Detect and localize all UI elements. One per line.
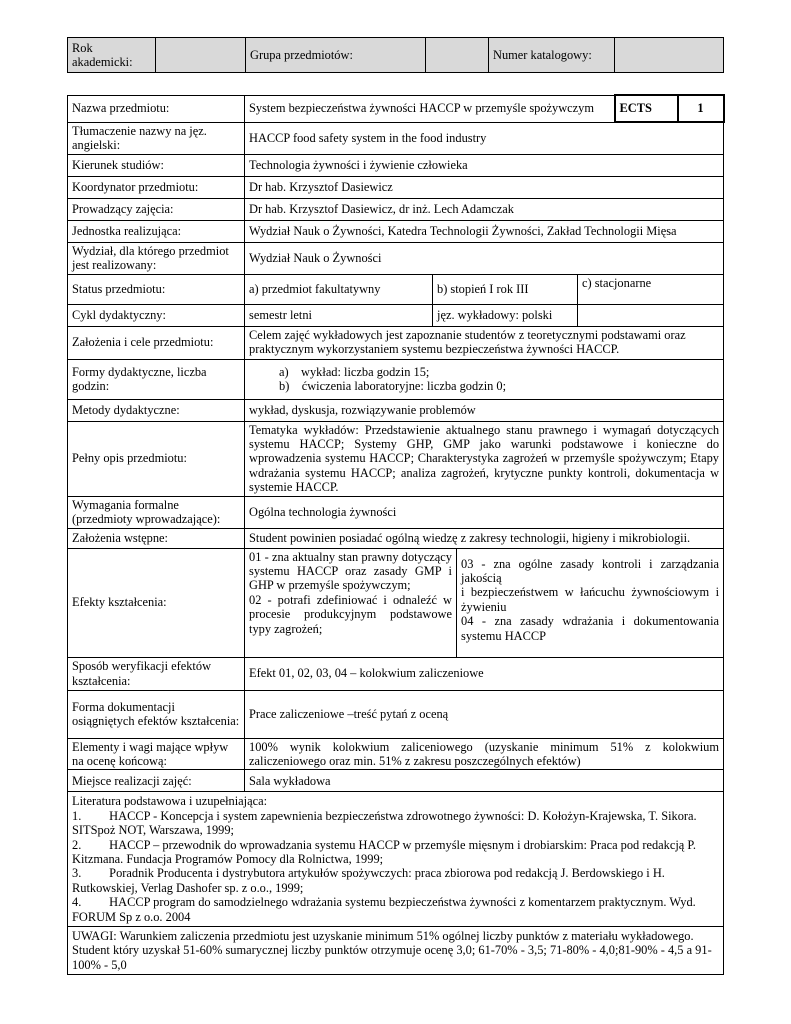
row-cykl	[68, 304, 724, 326]
formy-value	[245, 359, 724, 399]
formy-text-a: wykład: liczba godzin 15;	[301, 364, 430, 379]
zalozenia-label: Założenia i cele przedmiotu:	[68, 326, 245, 359]
nazwa-value: System bezpieczeństwa żywności HACCP w przemyśle spożywczym	[245, 95, 615, 122]
zal-wstepne-label: Założenia wstępne:	[68, 528, 245, 548]
formy-label: Formy dydaktyczne, liczba godzin:	[68, 359, 245, 399]
kierunek-value: Technologia żywności i żywienie człowieka	[245, 154, 724, 176]
formy-text-b: ćwiczenia laboratoryjne: liczba godzin 0;	[301, 379, 507, 393]
literatura-item: 1. HACCP - Koncepcja i system zapewnienia bezpieczeństwa zdrowotnego żywności: D. Kołożyn-Krajewska, T. Sikora. SITSpoż NOT, Warszawa, 1999;	[72, 808, 697, 838]
wydzial-label: Wydział, dla którego przedmiot jest realizowany:	[68, 242, 245, 274]
prowadzacy-value: Dr hab. Krzysztof Dasiewicz, dr inż. Lech Adamczak	[245, 198, 724, 220]
prowadzacy-label: Prowadzący zajęcia:	[68, 198, 245, 220]
jezyk-value: jęz. wykładowy: polski	[433, 304, 578, 326]
row-uwagi	[68, 927, 724, 975]
numer-katalogowy-label: Numer katalogowy:	[489, 38, 615, 73]
status-a: a) przedmiot fakultatywny	[245, 274, 433, 304]
row-jednostka	[68, 220, 724, 242]
forma-value: Prace zaliczeniowe –treść pytań z oceną	[245, 690, 724, 738]
efekty-value	[245, 548, 724, 657]
row-formy	[68, 359, 724, 399]
row-efekty	[68, 548, 724, 657]
wymagania-label: Wymagania formalne (przedmioty wprowadzające):	[68, 496, 245, 528]
row-zal-wstepne	[68, 528, 724, 548]
row-metody	[68, 399, 724, 421]
row-sposob	[68, 657, 724, 690]
elementy-label: Elementy i wagi mające wpływ na ocenę końcową:	[68, 738, 245, 770]
literatura-cell	[68, 792, 724, 927]
formy-marker-a: a)	[279, 364, 289, 379]
status-label: Status przedmiotu:	[68, 274, 245, 304]
row-koordynator	[68, 176, 724, 198]
status-c: c) stacjonarne	[578, 274, 724, 304]
literatura-item: 4. HACCP program do samodzielnego wdrażania systemu bezpieczeństwa żywności z komentarzem praktycznym. Wyd. FORUM Sp z o.o. 2004	[72, 895, 696, 924]
header-table	[67, 37, 724, 73]
zal-wstepne-value: Student powinien posiadać ogólną wiedzę z zakresy technologii, higieny i mikrobiologii.	[245, 528, 724, 548]
pelny-opis-value: Tematyka wykładów: Przedstawienie aktualnego stanu prawnego i wymagań dotyczących systemu HACCP; Systemy GHP, GMP jako warunki podstawowe i konieczne do wprowadzenia systemu HACCP; Charakterystyka zagrożeń w przemyśle spożywczym; Etapy wdrażania systemu HACCP; analiza zagrożeń, krytyczne punkty kontroli, dokumentacja w systemie HACCP.	[245, 421, 724, 496]
elementy-value: 100% wynik kolokwium zaliceniowego (uzyskanie minimum 51% z kolokwium zaliczeniowego oraz min. 51% z zakresu poszczególnych efektów)	[245, 738, 724, 770]
row-pelny-opis	[68, 421, 724, 496]
metody-value: wykład, dyskusja, rozwiązywanie problemów	[245, 399, 724, 421]
ects-label: ECTS	[615, 95, 678, 122]
rok-akademicki-value[interactable]	[156, 38, 246, 73]
cykl-label: Cykl dydaktyczny:	[68, 304, 245, 326]
sposob-label: Sposób weryfikacji efektów kształcenia:	[68, 657, 245, 690]
literatura-item: 3. Poradnik Producenta i dystrybutora artykułów spożywczych: praca zbiorowa pod redakcją J. Berdowskiego i H. Rutkowskiej, Verlag Dashofer sp. z o.o., 1999;	[72, 866, 665, 895]
koordynator-value: Dr hab. Krzysztof Dasiewicz	[245, 176, 724, 198]
cykl-empty	[578, 304, 724, 326]
formy-list	[249, 365, 719, 394]
jednostka-label: Jednostka realizująca:	[68, 220, 245, 242]
grupa-przedmiotow-label: Grupa przedmiotów:	[246, 38, 426, 73]
forma-label: Forma dokumentacji osiągniętych efektów kształcenia:	[68, 690, 245, 738]
literatura-item: 2. HACCP – przewodnik do wprowadzania systemu HACCP w przemyśle mięsnym i drobiarskim: Praca pod redakcją P. Kitzmana. Fundacja Programów Pomocy dla Rolnictwa, 1999;	[72, 837, 697, 866]
miejsce-value: Sala wykładowa	[245, 770, 724, 792]
nazwa-label: Nazwa przedmiotu:	[68, 95, 245, 122]
efekty-label: Efekty kształcenia:	[68, 548, 245, 657]
sposob-value: Efekt 01, 02, 03, 04 – kolokwium zaliczeniowe	[245, 657, 724, 690]
row-status	[68, 274, 724, 304]
wymagania-value: Ogólna technologia żywności	[245, 496, 724, 528]
jednostka-value: Wydział Nauk o Żywności, Katedra Technologii Żywności, Zakład Technologii Mięsa	[245, 220, 724, 242]
literatura-title: Literatura podstawowa i uzupełniająca:	[72, 794, 268, 809]
course-table	[67, 94, 725, 975]
kierunek-label: Kierunek studiów:	[68, 154, 245, 176]
row-prowadzacy	[68, 198, 724, 220]
row-nazwa	[68, 95, 724, 122]
row-literatura	[68, 792, 724, 927]
cykl-value: semestr letni	[245, 304, 433, 326]
wydzial-value: Wydział Nauk o Żywności	[245, 242, 724, 274]
miejsce-label: Miejsce realizacji zajęć:	[68, 770, 245, 792]
status-b: b) stopień I rok III	[433, 274, 578, 304]
zalozenia-value: Celem zajęć wykładowych jest zapoznanie studentów z teoretycznymi podstawami oraz praktycznym wykorzystaniem systemu bezpieczeństwa żywności HACCP.	[245, 326, 724, 359]
row-wymagania	[68, 496, 724, 528]
metody-label: Metody dydaktyczne:	[68, 399, 245, 421]
grupa-przedmiotow-value[interactable]	[426, 38, 489, 73]
row-elementy	[68, 738, 724, 770]
efekty-left: 01 - zna aktualny stan prawny dotyczący systemu HACCP oraz zasady GMP i GHP w przemyśle spożywczym; 02 - potrafi zdefiniować i odnaleźć w procesie produkcyjnym podstawowe typy zagrożeń;	[245, 549, 457, 657]
numer-katalogowy-value[interactable]	[615, 38, 724, 73]
formy-item-a	[279, 365, 719, 379]
row-miejsce	[68, 770, 724, 792]
rok-akademicki-label: Rok akademicki:	[68, 38, 156, 73]
row-kierunek	[68, 154, 724, 176]
uwagi-text: UWAGI: Warunkiem zaliczenia przedmiotu jest uzyskanie minimum 51% ogólnej liczby punktów z materiału wykładowego. Student który uzyskał 51-60% sumarycznej liczby punktów otrzymuje ocenę 3,0; 61-70% - 3,5; 71-80% - 4,0;81-90% - 4,5 a 91-100% - 5,0	[68, 927, 724, 975]
row-tlumaczenie	[68, 122, 724, 154]
row-wydzial	[68, 242, 724, 274]
tlumaczenie-value: HACCP food safety system in the food industry	[245, 122, 724, 154]
koordynator-label: Koordynator przedmiotu:	[68, 176, 245, 198]
ects-value: 1	[678, 95, 724, 122]
formy-item-b	[279, 379, 719, 393]
row-zalozenia	[68, 326, 724, 359]
row-forma	[68, 690, 724, 738]
pelny-opis-label: Pełny opis przedmiotu:	[68, 421, 245, 496]
efekty-right: 03 - zna ogólne zasady kontroli i zarządzania jakością i bezpieczeństwem w łańcuchu żywnościowym i żywieniu 04 - zna zasady wdrażania i dokumentowania systemu HACCP	[461, 556, 720, 643]
formy-marker-b: b)	[279, 379, 290, 393]
tlumaczenie-label: Tłumaczenie nazwy na jęz. angielski:	[68, 122, 245, 154]
